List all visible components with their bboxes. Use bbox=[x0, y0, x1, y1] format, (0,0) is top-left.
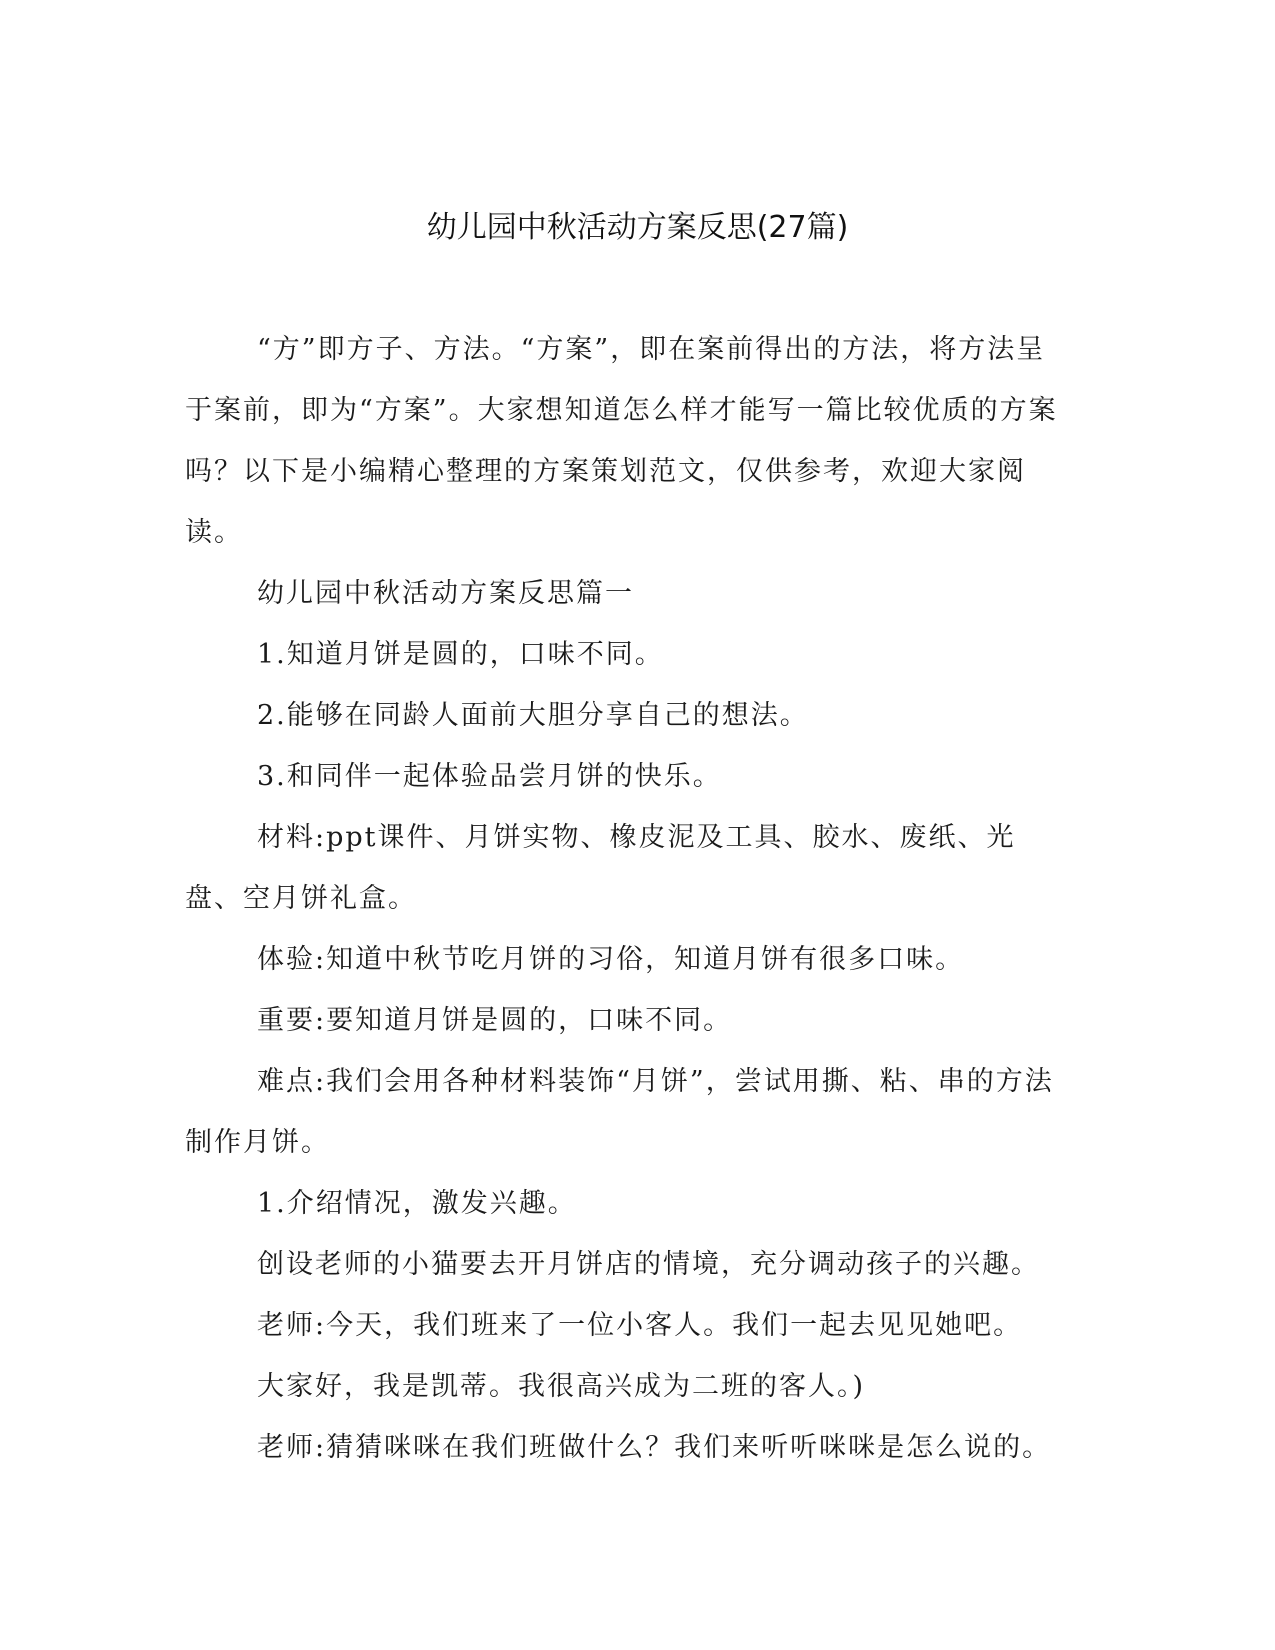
dialogue-line: 大家好，我是凯蒂。我很高兴成为二班的客人。) bbox=[257, 1371, 866, 1402]
step-description: 创设老师的小猫要去开月饼店的情境，充分调动孩子的兴趣。 bbox=[257, 1249, 1040, 1280]
difficulty-paragraph: 难点:我们会用各种材料装饰“月饼”，尝试用撕、粘、串的方法制作月饼。 bbox=[185, 1066, 1054, 1158]
section-heading: 幼儿园中秋活动方案反思篇一 bbox=[257, 578, 634, 609]
key-point-paragraph: 重要:要知道月饼是圆的，口味不同。 bbox=[257, 1005, 733, 1036]
dialogue-line: 老师:猜猜咪咪在我们班做什么？我们来听听咪咪是怎么说的。 bbox=[257, 1432, 1052, 1463]
step-heading: 1.介绍情况，激发兴趣。 bbox=[257, 1188, 577, 1219]
goal-item: 1.知道月饼是圆的，口味不同。 bbox=[257, 639, 664, 670]
goal-item: 3.和同伴一起体验品尝月饼的快乐。 bbox=[257, 761, 722, 792]
document-title: 幼儿园中秋活动方案反思(27篇) bbox=[426, 210, 849, 245]
intro-paragraph: “方”即方子、方法。“方案”，即在案前得出的方法，将方法呈于案前，即为“方案”。大家想知道怎么样才能写一篇比较优质的方案吗？以下是小编精心整理的方案策划范文，仅供参考，欢迎大家阅读。 bbox=[185, 334, 1058, 548]
goal-item: 2.能够在同龄人面前大胆分享自己的想法。 bbox=[257, 700, 809, 731]
dialogue-line: 老师:今天，我们班来了一位小客人。我们一起去见见她吧。 bbox=[257, 1310, 1023, 1341]
experience-paragraph: 体验:知道中秋节吃月饼的习俗，知道月饼有很多口味。 bbox=[257, 944, 965, 975]
materials-paragraph: 材料:ppt课件、月饼实物、橡皮泥及工具、胶水、废纸、光盘、空月饼礼盒。 bbox=[185, 822, 1016, 914]
document-body bbox=[185, 319, 1065, 1478]
